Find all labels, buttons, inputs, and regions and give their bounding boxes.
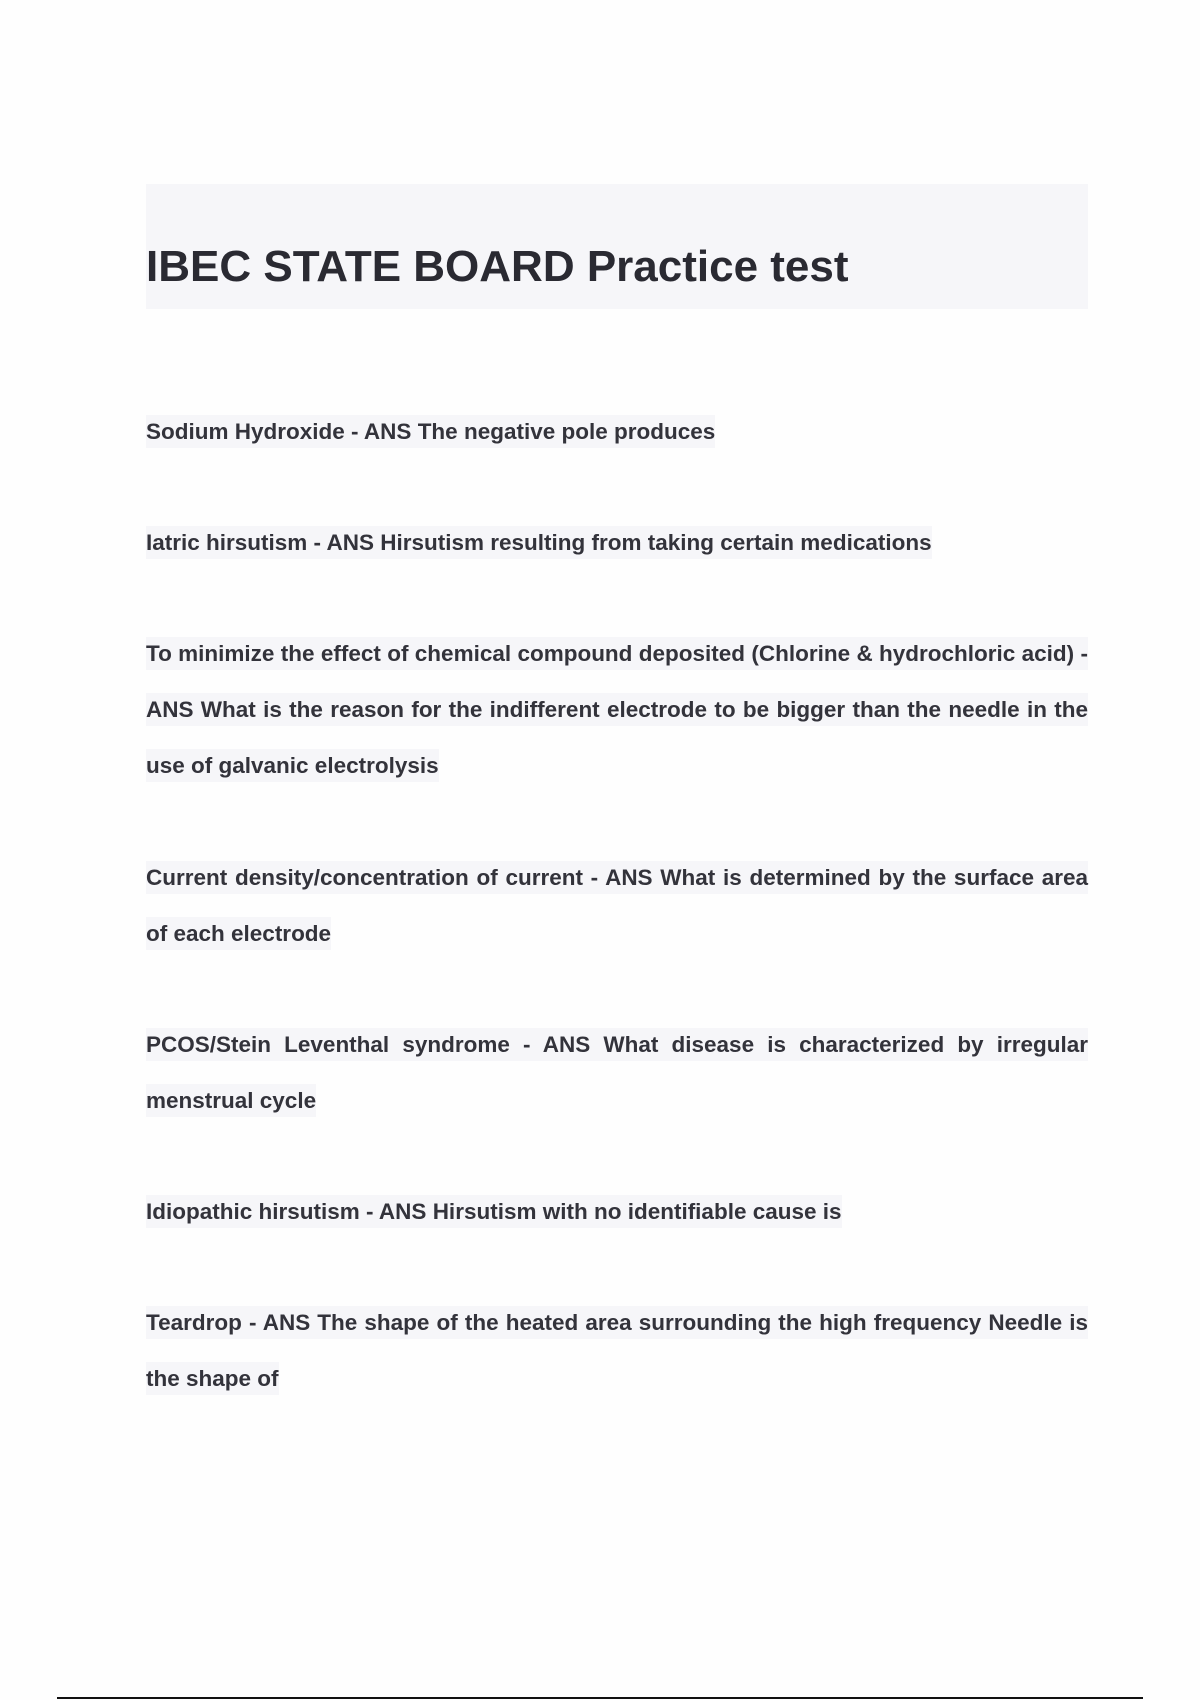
qa-entry-text: Idiopathic hirsutism - ANS Hirsutism with no identifiable cause is bbox=[146, 1195, 842, 1228]
qa-entry bbox=[146, 850, 1088, 962]
footer-rule bbox=[57, 1697, 1143, 1699]
qa-entry-text: To minimize the effect of chemical compound deposited (Chlorine & hydrochloric acid) - ANS What is the reason for the indifferent electrode to be bigger than the needle in the use of galvanic electrolysis bbox=[146, 637, 1088, 782]
qa-entry-text: Teardrop - ANS The shape of the heated area surrounding the high frequency Needle is the shape of bbox=[146, 1306, 1088, 1395]
qa-entry-text: PCOS/Stein Leventhal syndrome - ANS What disease is characterized by irregular menstrual cycle bbox=[146, 1028, 1088, 1117]
qa-entry bbox=[146, 1295, 1088, 1407]
qa-entry bbox=[146, 515, 1088, 571]
qa-entry bbox=[146, 626, 1088, 794]
qa-entry-text: Current density/concentration of current - ANS What is determined by the surface area of each electrode bbox=[146, 861, 1088, 950]
qa-entry bbox=[146, 1017, 1088, 1129]
qa-entry-text: Sodium Hydroxide - ANS The negative pole produces bbox=[146, 415, 715, 448]
qa-entry-text: Iatric hirsutism - ANS Hirsutism resulting from taking certain medications bbox=[146, 526, 932, 559]
qa-entry bbox=[146, 1184, 1088, 1240]
qa-entry bbox=[146, 404, 1088, 460]
document-title: IBEC STATE BOARD Practice test bbox=[146, 242, 849, 291]
